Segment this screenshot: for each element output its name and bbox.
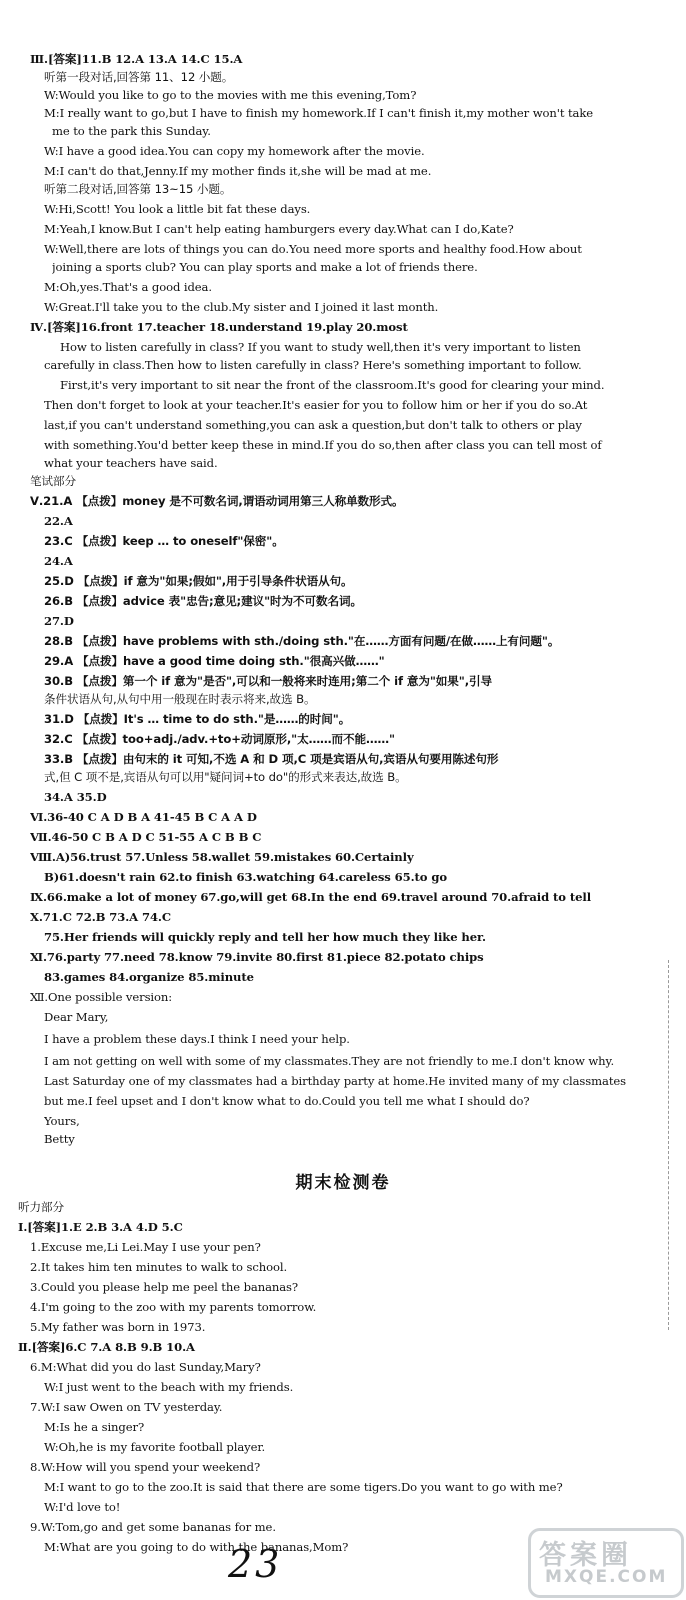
answer-line: Ⅱ.[答案]6.C 7.A 8.B 9.B 10.A xyxy=(18,1340,195,1354)
text-line: Dear Mary, xyxy=(44,1010,109,1024)
text-line: 6.M:What did you do last Sunday,Mary? xyxy=(30,1360,261,1374)
text-line: 5.My father was born in 1973. xyxy=(30,1320,206,1334)
watermark-logo xyxy=(528,1528,684,1598)
text-line: 9.W:Tom,go and get some bananas for me. xyxy=(30,1520,276,1534)
text-line: Yours, xyxy=(44,1114,80,1128)
text-line: 听第二段对话,回答第 13~15 小题。 xyxy=(44,182,232,196)
watermark-cn: 答案圈 xyxy=(539,1540,632,1571)
text-line: me to the park this Sunday. xyxy=(52,124,211,138)
text-line: M:I can't do that,Jenny.If my mother finds it,she will be mad at me. xyxy=(44,164,432,178)
answer-line: 34.A 35.D xyxy=(44,790,107,804)
text-line: W:I have a good idea.You can copy my homework after the movie. xyxy=(44,144,425,158)
answer-line: 32.C 【点拨】too+adj./adv.+to+动词原形,"太……而不能……" xyxy=(44,732,395,746)
answer-line: 24.A xyxy=(44,554,73,568)
answer-line: Ⅷ.A)56.trust 57.Unless 58.wallet 59.mistakes 60.Certainly xyxy=(30,850,414,864)
text-line: W:I'd love to! xyxy=(44,1500,121,1514)
text-line: 3.Could you please help me peel the bananas? xyxy=(30,1280,299,1294)
text-line: 8.W:How will you spend your weekend? xyxy=(30,1460,261,1474)
text-line: last,if you can't understand something,you can ask a question,but don't talk to others or play xyxy=(44,418,582,432)
text-line: W:Great.I'll take you to the club.My sister and I joined it last month. xyxy=(44,300,439,314)
text-line: 式,但 C 项不是,宾语从句可以用"疑问词+to do"的形式来表达,故选 B。 xyxy=(44,770,407,784)
answer-line: Ⅶ.46-50 C B A D C 51-55 A C B B C xyxy=(30,830,262,844)
text-line: 2.It takes him ten minutes to walk to school. xyxy=(30,1260,288,1274)
text-line: W:Oh,he is my favorite football player. xyxy=(44,1440,266,1454)
answer-line: Ⅵ.36-40 C A D B A 41-45 B C A A D xyxy=(30,810,257,824)
text-line: 7.W:I saw Owen on TV yesterday. xyxy=(30,1400,223,1414)
answer-line: 29.A 【点拨】have a good time doing sth."很高兴做……" xyxy=(44,654,385,668)
answer-line: 30.B 【点拨】第一个 if 意为"是否",可以和一般将来时连用;第二个 if 意为"如果",引导 xyxy=(44,674,493,688)
text-line: Ⅻ.One possible version: xyxy=(30,990,173,1004)
answer-line: 26.B 【点拨】advice 表"忠告;意见;建议"时为不可数名词。 xyxy=(44,594,362,608)
text-line: Betty xyxy=(44,1132,75,1146)
answer-line: Ⅲ.[答案]11.B 12.A 13.A 14.C 15.A xyxy=(30,52,243,66)
text-line: M:Yeah,I know.But I can't help eating hamburgers every day.What can I do,Kate? xyxy=(44,222,514,236)
answer-line: 22.A xyxy=(44,514,73,528)
text-line: I have a problem these days.I think I need your help. xyxy=(44,1032,350,1046)
text-line: M:Oh,yes.That's a good idea. xyxy=(44,280,212,294)
section-label: 笔试部分 xyxy=(30,474,76,488)
section-label: 听力部分 xyxy=(18,1200,64,1214)
text-line: 听第一段对话,回答第 11、12 小题。 xyxy=(44,70,234,84)
answer-line: Ⅸ.66.make a lot of money 67.go,will get 68.In the end 69.travel around 70.afraid to tell xyxy=(30,890,592,904)
text-line: joining a sports club? You can play sports and make a lot of friends there. xyxy=(52,260,478,274)
text-line: M:Is he a singer? xyxy=(44,1420,145,1434)
text-line: 1.Excuse me,Li Lei.May I use your pen? xyxy=(30,1240,261,1254)
answer-line: 28.B 【点拨】have problems with sth./doing sth."在……方面有问题/在做……上有问题"。 xyxy=(44,634,560,648)
text-line: I am not getting on well with some of my classmates.They are not friendly to me.I don't know why. xyxy=(44,1054,615,1068)
answer-line: Ⅴ.21.A 【点拨】money 是不可数名词,谓语动词用第三人称单数形式。 xyxy=(30,494,404,508)
answer-line: 75.Her friends will quickly reply and tell her how much they like her. xyxy=(44,930,486,944)
answer-line: 83.games 84.organize 85.minute xyxy=(44,970,254,984)
text-line: what your teachers have said. xyxy=(44,456,218,470)
answer-line: 25.D 【点拨】if 意为"如果;假如",用于引导条件状语从句。 xyxy=(44,574,353,588)
text-line: W:Well,there are lots of things you can do.You need more sports and healthy food.How about xyxy=(44,242,582,256)
text-line: M:What are you going to do with the bananas,Mom? xyxy=(44,1540,349,1554)
text-line: M:I really want to go,but I have to finish my homework.If I can't finish it,my mother won't take xyxy=(44,106,594,120)
answer-line: 33.B 【点拨】由句末的 it 可知,不选 A 和 D 项,C 项是宾语从句,宾语从句要用陈述句形 xyxy=(44,752,499,766)
text-line: W:Would you like to go to the movies with me this evening,Tom? xyxy=(44,88,417,102)
text-line: Then don't forget to look at your teacher.It's easier for you to follow him or her if you do so.At xyxy=(44,398,588,412)
text-line: 4.I'm going to the zoo with my parents tomorrow. xyxy=(30,1300,317,1314)
text-line: 条件状语从句,从句中用一般现在时表示将来,故选 B。 xyxy=(44,692,316,706)
answer-line: B)61.doesn't rain 62.to finish 63.watching 64.careless 65.to go xyxy=(44,870,447,884)
text-line: carefully in class.Then how to listen carefully in class? Here's something important to follow. xyxy=(44,358,582,372)
text-line: M:I want to go to the zoo.It is said that there are some tigers.Do you want to go with me? xyxy=(44,1480,563,1494)
answer-line: 23.C 【点拨】keep … to oneself"保密"。 xyxy=(44,534,284,548)
answer-line: Ⅰ.[答案]1.E 2.B 3.A 4.D 5.C xyxy=(18,1220,183,1234)
text-line: with something.You'd better keep these in mind.If you do so,then after class you can tell most of xyxy=(44,438,602,452)
watermark-en: MXQE.COM xyxy=(545,1567,668,1587)
answer-line: Ⅺ.76.party 77.need 78.know 79.invite 80.first 81.piece 82.potato chips xyxy=(30,950,484,964)
answer-line: Ⅳ.[答案]16.front 17.teacher 18.understand 19.play 20.most xyxy=(30,320,408,334)
handwritten-page-number: 23 xyxy=(228,1542,283,1586)
answer-line: 31.D 【点拨】It's … time to do sth."是……的时间"。 xyxy=(44,712,351,726)
text-line: Last Saturday one of my classmates had a birthday party at home.He invited many of my classmates xyxy=(44,1074,627,1088)
text-line: but me.I feel upset and I don't know what to do.Could you tell me what I should do? xyxy=(44,1094,530,1108)
text-line: W:I just went to the beach with my friends. xyxy=(44,1380,294,1394)
text-line: W:Hi,Scott! You look a little bit fat these days. xyxy=(44,202,311,216)
text-line: How to listen carefully in class? If you want to study well,then it's very important to listen xyxy=(60,340,581,354)
text-line: First,it's very important to sit near the front of the classroom.It's good for clearing your mind. xyxy=(60,378,605,392)
answer-line: Ⅹ.71.C 72.B 73.A 74.C xyxy=(30,910,171,924)
section-title: 期末检测卷 xyxy=(295,1173,391,1193)
answer-line: 27.D xyxy=(44,614,74,628)
